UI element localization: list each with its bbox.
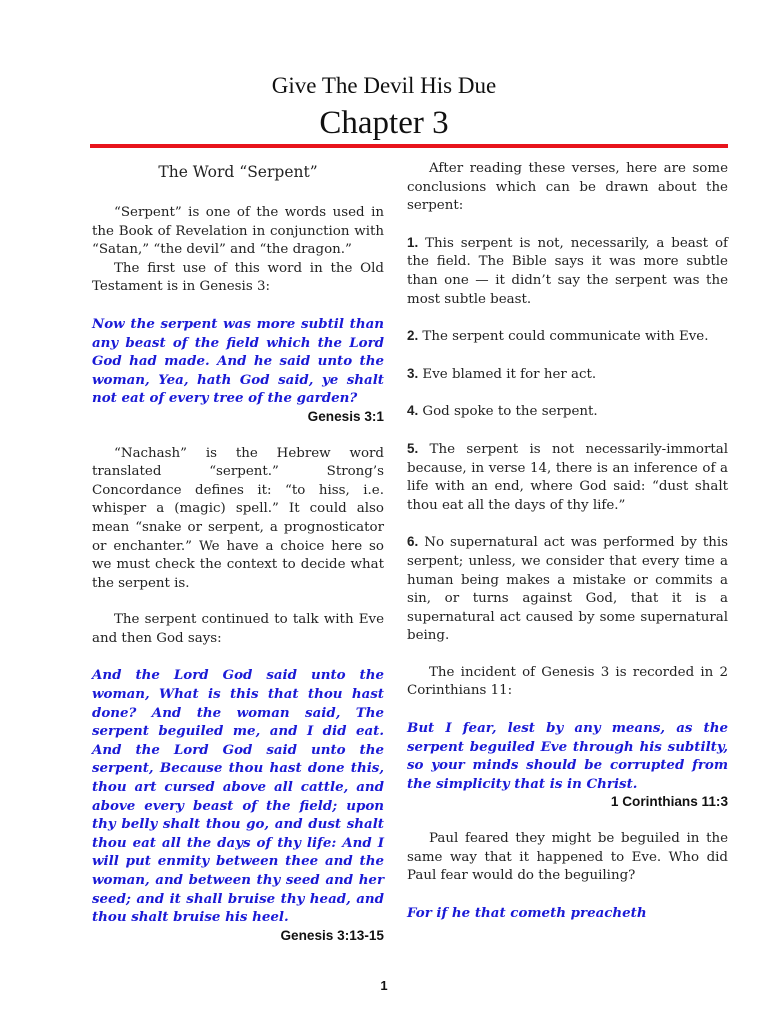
item-text: God spoke to the serpent.: [418, 404, 598, 420]
paragraph: The first use of this word in the Old Testament is in Genesis 3:: [92, 260, 384, 295]
paragraph: “Nachash” is the Hebrew word translated “serpent.” Strong’s Concordance defines it: “to hiss, i.e. whisper a (magic) spell.” It could also mean “snake or serpent, a prognosticator or enchanter.” We have a choice here so we must check the context to decide what the serpent is.: [92, 445, 384, 591]
scripture-quote: Now the serpent was more subtil than any beast of the field which the Lord God had made. And he said unto the woman, Yea, hath God said, ye shalt not eat of every tree of the garden?: [92, 315, 384, 407]
page-header: [0, 72, 768, 144]
section-heading: The Word “Serpent”: [158, 163, 318, 181]
item-number: 4.: [407, 403, 419, 419]
paragraph: “Serpent” is one of the words used in the Book of Revelation in conjunction with “Satan,” “the devil” and “the dragon.”: [92, 205, 384, 258]
item-text: This serpent is not, necessarily, a beast of the field. The Bible says it was more subtle than one — it didn’t say the serpent was the most subtle beast.: [407, 235, 728, 307]
conclusion-item: [407, 234, 728, 309]
item-number: 6.: [407, 534, 419, 550]
conclusion-item: [407, 440, 728, 515]
item-text: No supernatural act was performed by this serpent; unless, we consider that every time a human being makes a mistake or commits a sin, or turns against God, that it is a supernatural act caused by some supernatural being.: [407, 535, 728, 644]
conclusion-item: [407, 365, 728, 385]
book-title: Give The Devil His Due: [271, 73, 497, 98]
item-number: 3.: [407, 365, 419, 381]
scripture-reference: Genesis 3:13-15: [280, 927, 384, 943]
item-number: 5.: [407, 440, 419, 456]
conclusion-item: [407, 533, 728, 646]
paragraph: The incident of Genesis 3 is recorded in 2 Corinthians 11:: [407, 664, 728, 699]
page-number: 1: [380, 978, 388, 993]
scripture-reference: Genesis 3:1: [307, 408, 384, 424]
chapter-title: Chapter 3: [319, 105, 449, 141]
scripture-quote: But I fear, lest by any means, as the serpent beguiled Eve through his subtilty, so your minds should be corrupted from the simplicity that is in Christ.: [407, 720, 728, 792]
item-text: The serpent is not necessarily-immortal because, in verse 14, there is an inference of a life with an end, where God said: “dust shalt thou eat all the days of thy life.”: [407, 441, 728, 513]
conclusion-item: [407, 402, 728, 422]
item-number: 2.: [407, 328, 419, 344]
scripture-quote: And the Lord God said unto the woman, What is this that thou hast done? And the woman said, The serpent beguiled me, and I did eat. And the Lord God said unto the serpent, Because thou hast done this, thou art cursed above all cattle, and above every beast of the field; upon thy belly shalt thou go, and dust shalt thou eat all the days of thy life: And I will put enmity between thee and the woman, and between thy seed and her seed; and it shall bruise thy head, and thou shalt bruise his heel.: [92, 667, 384, 926]
item-text: The serpent could communicate with Eve.: [418, 329, 709, 345]
scripture-quote: For if he that cometh preacheth: [407, 904, 647, 921]
scripture-reference: 1 Corinthians 11:3: [610, 794, 728, 810]
red-divider-rule: [90, 144, 728, 148]
left-column: [92, 160, 384, 945]
right-column: [407, 160, 728, 922]
conclusion-item: [407, 327, 728, 347]
paragraph: Paul feared they might be beguiled in the same way that it happened to Eve. Who did Paul fear would do the beguiling?: [407, 831, 728, 884]
paragraph: The serpent continued to talk with Eve and then God says:: [92, 612, 384, 646]
paragraph: After reading these verses, here are some conclusions which can be drawn about the serpent:: [407, 161, 728, 214]
item-number: 1.: [407, 234, 419, 250]
item-text: Eve blamed it for her act.: [418, 366, 597, 382]
